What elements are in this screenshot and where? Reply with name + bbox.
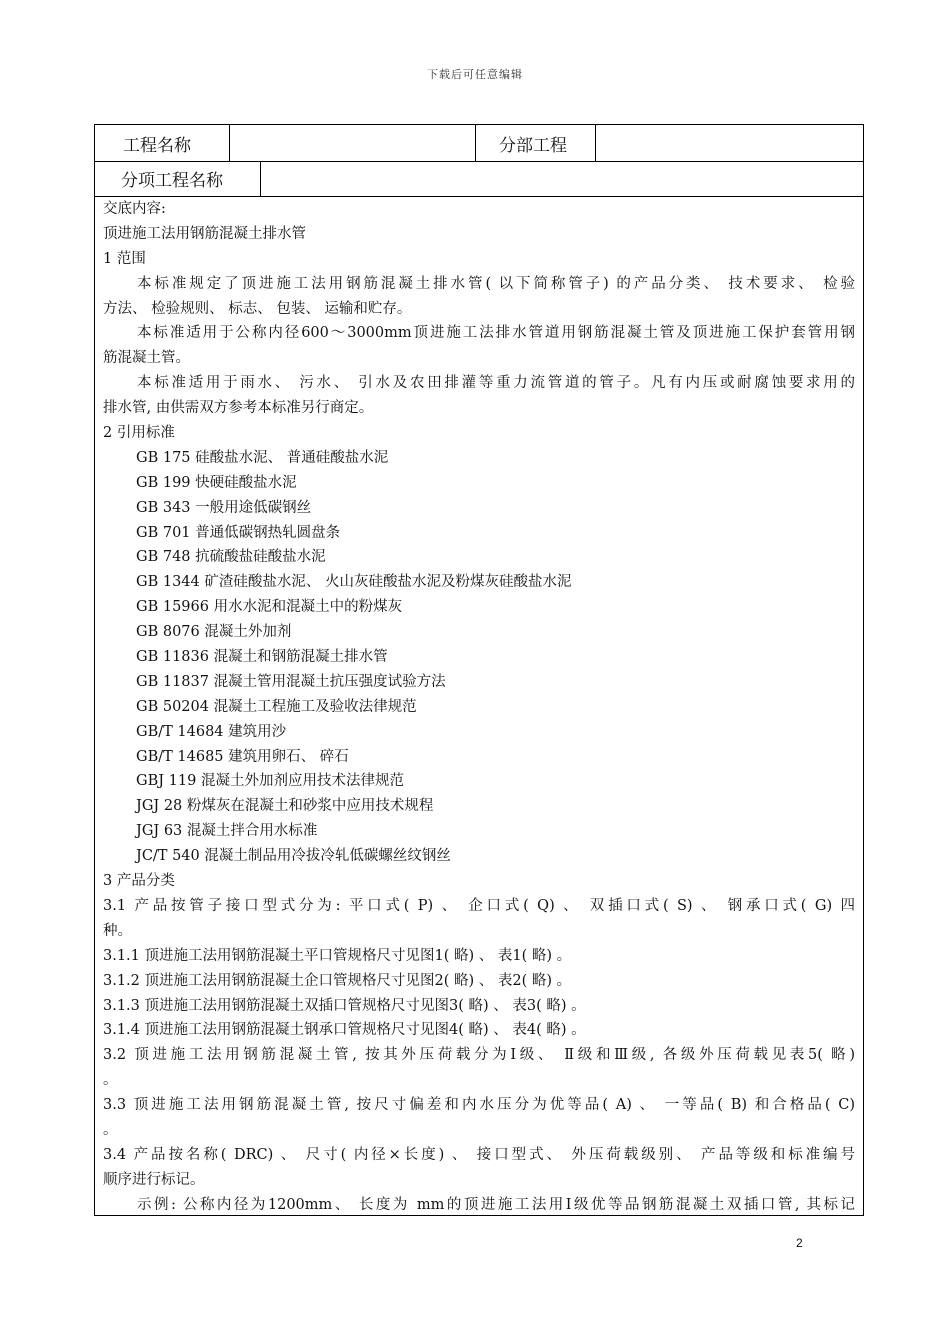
document-title: 顶进施工法用钢筋混凝土排水管 xyxy=(103,225,306,242)
reference-standard: GB 11836 混凝土和钢筋混凝土排水管 xyxy=(136,649,388,666)
clause-line: 种。 xyxy=(103,922,132,939)
reference-standard: GB/T 14684 建筑用沙 xyxy=(136,723,287,740)
reference-standard: GB 11837 混凝土管用混凝土抗压强度试验方法 xyxy=(136,673,446,690)
paragraph-line: 本标准规定了顶进施工法用钢筋混凝土排水管( 以下简称管子) 的产品分类、 技术要求、 检验 xyxy=(137,275,855,292)
reference-standard: JGJ 28 粉煤灰在混凝土和砂浆中应用技术规程 xyxy=(136,798,434,815)
reference-standard: GB 199 快硬硅酸盐水泥 xyxy=(136,474,297,491)
division-field[interactable] xyxy=(596,125,863,161)
reference-standard: GB 15966 用水水泥和混凝土中的粉煤灰 xyxy=(136,599,403,616)
reference-standard: GB 701 普通低碳钢热轧圆盘条 xyxy=(136,524,341,541)
reference-standard: GB 8076 混凝土外加剂 xyxy=(136,624,292,641)
handover-content xyxy=(103,197,855,1216)
section-heading: 3 产品分类 xyxy=(103,873,175,890)
clause-line: 3.1 产品按管子接口型式分为: 平口式( P) 、 企口式( Q) 、 双插口式( S) 、 钢承口式( G) 四 xyxy=(103,897,855,914)
handover-form xyxy=(94,124,864,1216)
paragraph-line: 筋混凝土管。 xyxy=(103,350,190,367)
clause-line: 3.1.1 顶进施工法用钢筋混凝土平口管规格尺寸见图1( 略) 、 表1( 略) 。 xyxy=(103,947,572,964)
clause-line: 3.1.4 顶进施工法用钢筋混凝土钢承口管规格尺寸见图4( 略) 、 表4( 略) 。 xyxy=(103,1022,586,1039)
project-name-label: 工程名称 xyxy=(95,125,230,161)
paragraph-line: 本标准适用于公称内径600～3000mm顶进施工法排水管道用钢筋混凝土管及顶进施工保护套管用钢 xyxy=(137,325,855,342)
example-line: 示例: 公称内径为1200mm、 长度为 mm的顶进施工法用Ⅰ级优等品钢筋混凝土双插口管, 其标记 xyxy=(137,1196,855,1213)
reference-standard: GB/T 14685 建筑用卵石、 碎石 xyxy=(136,748,349,765)
paragraph-line: 方法、 检验规则、 标志、 包装、 运输和贮存。 xyxy=(103,300,412,317)
paragraph-line: 本标准适用于雨水、 污水、 引水及农田排灌等重力流管道的管子。凡有内压或耐腐蚀要求用的 xyxy=(137,375,855,392)
reference-standard: GB 175 硅酸盐水泥、 普通硅酸盐水泥 xyxy=(136,449,389,466)
reference-standard: GB 1344 矿渣硅酸盐水泥、 火山灰硅酸盐水泥及粉煤灰硅酸盐水泥 xyxy=(136,574,572,591)
content-heading: 交底内容: xyxy=(103,201,166,217)
reference-standard: JC/T 540 混凝土制品用冷拔冷轧低碳螺丝纹钢丝 xyxy=(136,848,451,865)
reference-standard: GB 748 抗硫酸盐硅酸盐水泥 xyxy=(136,549,326,566)
project-name-field[interactable] xyxy=(230,125,476,161)
subitem-name-field[interactable] xyxy=(261,161,863,196)
clause-line: 3.4 产品按名称( DRC) 、 尺寸( 内径×长度) 、 接口型式、 外压荷载级别、 产品等级和标准编号 xyxy=(103,1146,855,1163)
form-row-subitem xyxy=(95,161,863,197)
paragraph-line: 排水管, 由供需双方参考本标准另行商定。 xyxy=(103,400,374,417)
reference-standard: GB 343 一般用途低碳钢丝 xyxy=(136,499,312,516)
page-number: 2 xyxy=(796,1236,803,1250)
reference-standard: GBJ 119 混凝土外加剂应用技术法律规范 xyxy=(136,773,404,790)
reference-standard: JGJ 63 混凝土拌合用水标准 xyxy=(136,823,318,840)
header-note: 下载后可任意编辑 xyxy=(427,68,523,81)
clause-line: 顺序进行标记。 xyxy=(103,1171,205,1188)
subitem-name-label: 分项工程名称 xyxy=(95,161,261,196)
clause-line: 。 xyxy=(103,1121,118,1138)
division-label: 分部工程 xyxy=(476,125,596,161)
section-heading: 2 引用标准 xyxy=(103,425,175,442)
section-heading: 1 范围 xyxy=(103,250,146,267)
clause-line: 。 xyxy=(103,1072,118,1089)
clause-line: 3.2 顶进施工法用钢筋混凝土管, 按其外压荷载分为Ⅰ级、 Ⅱ级和Ⅲ级, 各级外压荷载见表5( 略) xyxy=(103,1047,855,1064)
clause-line: 3.3 顶进施工法用钢筋混凝土管, 按尺寸偏差和内水压分为优等品( A) 、 一等品( B) 和合格品( C) xyxy=(103,1097,855,1114)
reference-standard: GB 50204 混凝土工程施工及验收法律规范 xyxy=(136,698,417,715)
clause-line: 3.1.3 顶进施工法用钢筋混凝土双插口管规格尺寸见图3( 略) 、 表3( 略) 。 xyxy=(103,997,586,1014)
form-row-project xyxy=(95,125,863,162)
clause-line: 3.1.2 顶进施工法用钢筋混凝土企口管规格尺寸见图2( 略) 、 表2( 略) 。 xyxy=(103,972,572,989)
